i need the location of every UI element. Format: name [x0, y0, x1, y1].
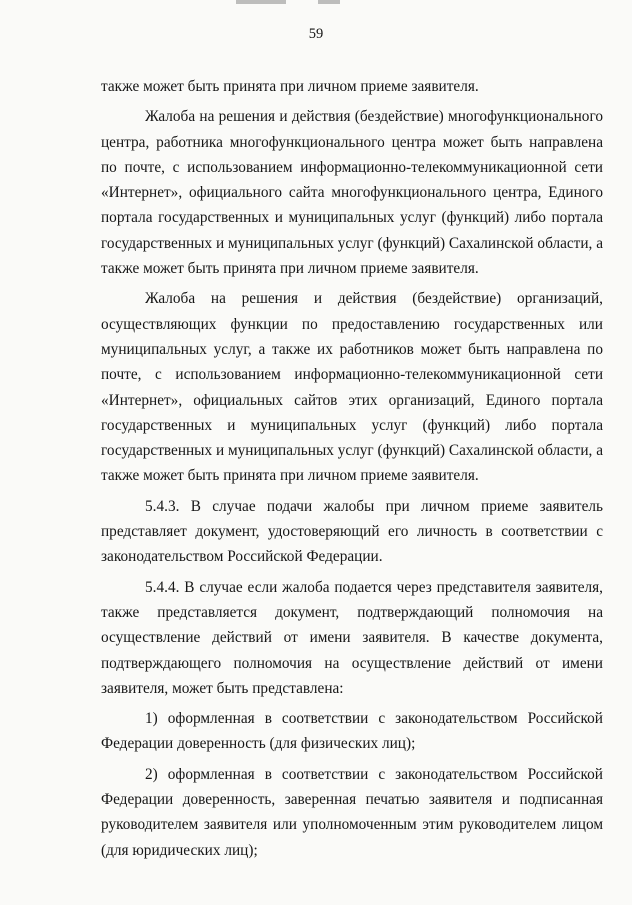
list-item-1: 1) оформленная в соответствии с законодательством Российской Федерации доверенность (для физических лиц); — [101, 710, 603, 753]
paragraph-continuation: также может быть принята при личном приеме заявителя. — [101, 78, 479, 95]
paragraph-5-4-4: 5.4.4. В случае если жалоба подается через представителя заявителя, также представляется документ, подтверждающий полномочия на осуществление действий от имени заявителя. В качестве документа, подтверждающего полномочия на осуществление действий от имени заявителя, может быть представлена: — [101, 578, 603, 697]
scan-artifact — [318, 0, 340, 4]
paragraph-5-4-3: 5.4.3. В случае подачи жалобы при личном приеме заявитель представляет документ, удостоверяющий его личность в соответствии с законодательством Российской Федерации. — [101, 497, 603, 566]
scan-artifact — [236, 0, 286, 4]
list-item-2: 2) оформленная в соответствии с законодательством Российской Федерации доверенность, заверенная печатью заявителя и подписанная руководителем заявителя или уполномоченным этим руководителем лицом (для юридических лиц); — [101, 765, 603, 859]
document-body — [101, 74, 603, 868]
paragraph-mfc-complaint: Жалоба на решения и действия (бездействие) многофункционального центра, работника многофункционального центра может быть направлена по почте, с использованием информационно-телекоммуникационной сети «Интернет», официального сайта многофункционального центра, Единого портала государственных и муниципальных услуг (функций) либо портала государственных и муниципальных услуг (функций) Сахалинской области, а также может быть принята при личном приеме заявителя. — [101, 108, 603, 278]
page-number: 59 — [308, 26, 324, 42]
paragraph-organization-complaint: Жалоба на решения и действия (бездействие) организаций, осуществляющих функции по предоставлению государственных или муниципальных услуг, а также их работников может быть направлена по почте, с использованием информационно-телекоммуникационной сети «Интернет», официальных сайтов этих организаций, Единого портала государственных и муниципальных услуг (функций) либо портала государственных и муниципальных услуг (функций) Сахалинской области, а также может быть принята при личном приеме заявителя. — [101, 290, 603, 485]
